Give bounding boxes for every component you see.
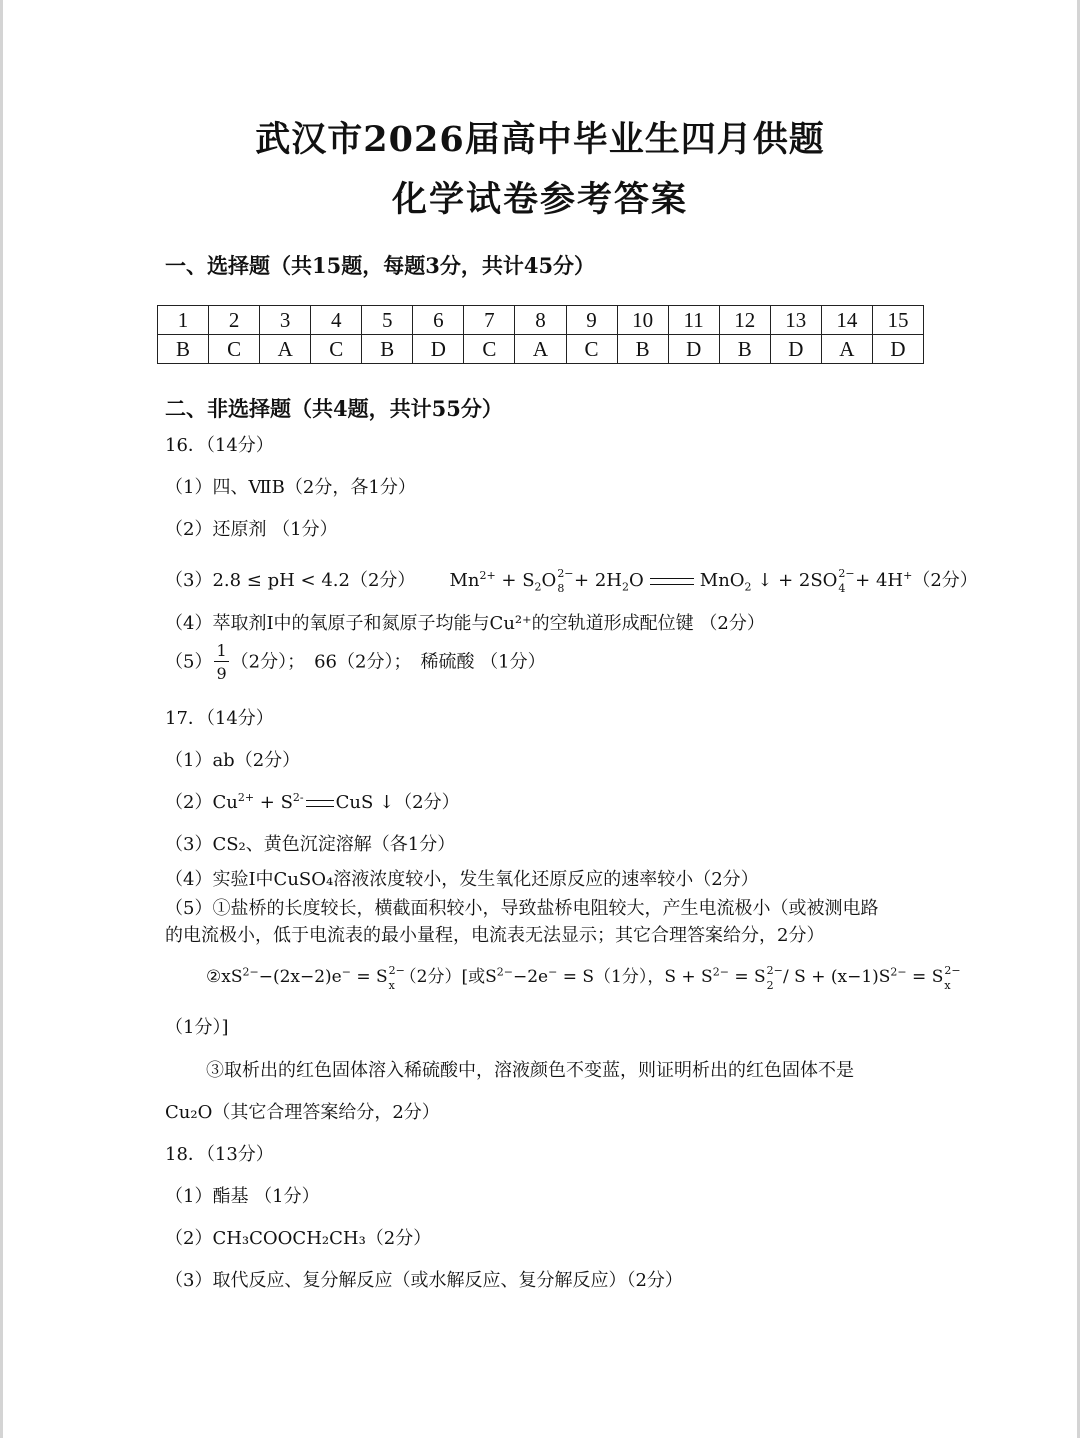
question-number-cell: 10 <box>617 306 668 335</box>
q17-answer-3: （3）CS₂、黄色沉淀溶解（各1分） <box>165 834 456 855</box>
question-number-cell: 9 <box>566 306 617 335</box>
q17-answer-1: （1）ab（2分） <box>165 750 301 771</box>
section1-heading: 一、选择题（共15题，每题3分，共计45分） <box>165 253 596 278</box>
answer-cell: A <box>515 335 566 364</box>
answer-cell: A <box>260 335 311 364</box>
q17-answer-5-line2: 的电流极小，低于电流表的最小量程，电流表无法显示；其它合理答案给分，2分） <box>165 925 825 946</box>
answer-cell: C <box>311 335 362 364</box>
sulfate-charge: 2− 4 <box>838 567 855 595</box>
question-number-cell: 6 <box>413 306 464 335</box>
answer-table-answer-row <box>158 335 924 364</box>
q18-answer-3: （3）取代反应、复分解反应（或水解反应、复分解反应）（2分） <box>165 1270 683 1291</box>
q18-answer-1: （1）酯基 （1分） <box>165 1186 320 1207</box>
page-subtitle: 化学试卷参考答案 <box>391 179 688 220</box>
q16-answer-2: （2）还原剂 （1分） <box>165 519 338 540</box>
q16-answer-3: （3）2.8 ≤ pH < 4.2（2分） $Mn^{2+} + S_2O$ 2− 8 + $2H_2O$ MnO$_2$ ↓ + 2SO 2− 4 + 4H+（2分） <box>165 567 978 595</box>
q17-answer-5-2-tail: （1分）] <box>165 1017 229 1038</box>
question-number-cell: 13 <box>770 306 821 335</box>
q16-header: 16．（14分） <box>165 435 274 456</box>
answer-cell: B <box>158 335 209 364</box>
page-title: 武汉市2026届高中毕业生四月供题 <box>255 119 825 160</box>
q17-answer-5-line1: （5）①盐桥的长度较长，横截面积较小，导致盐桥电阻较大，产生电流极小（或被测电路 <box>165 898 879 919</box>
q17-answer-5-2: $②xS^{2-}-(2x-2)e^- = S$ 2− x （2分）[或$S^{2-}-2e^- = S(1$分），$S + S^{2-} = S$ 2− 2 / $S + (x-1)S^{2-} = S$ 2− x <box>206 963 961 992</box>
q16-a3-condition: （3）2.8 ≤ pH < 4.2（2分） <box>165 570 416 591</box>
equals-arrow <box>650 578 694 585</box>
answer-table <box>157 305 924 364</box>
answer-cell: C <box>464 335 515 364</box>
answer-cell: D <box>668 335 719 364</box>
answer-cell: D <box>872 335 923 364</box>
answer-cell: B <box>617 335 668 364</box>
question-number-cell: 3 <box>260 306 311 335</box>
answer-cell: C <box>566 335 617 364</box>
q17-answer-2: $(2)Cu^{2+} + S^{2-}$ CuS ↓（2分） <box>165 791 460 813</box>
section2-heading: 二、非选择题（共4题，共计55分） <box>165 396 503 421</box>
question-number-cell: 4 <box>311 306 362 335</box>
q16-answer-5: （5） $\frac{1}{9}$ （2分）； 66（2分）； 稀硫酸 （1分） <box>165 641 546 683</box>
q17-answer-4: （4）实验Ⅰ中CuSO₄溶液浓度较小，发生氧化还原反应的速率较小（2分） <box>165 869 759 890</box>
answer-cell: A <box>821 335 872 364</box>
question-number-cell: 14 <box>821 306 872 335</box>
answer-cell: B <box>719 335 770 364</box>
question-number-cell: 2 <box>209 306 260 335</box>
persulfate-charge: 2− 8 <box>557 567 574 595</box>
q17-answer-5-3-line2: Cu₂O（其它合理答案给分，2分） <box>165 1102 440 1123</box>
question-number-cell: 8 <box>515 306 566 335</box>
q17-answer-5-3-line1: ③取析出的红色固体溶入稀硫酸中，溶液颜色不变蓝，则证明析出的红色固体不是 <box>206 1060 854 1081</box>
answer-cell: D <box>770 335 821 364</box>
question-number-cell: 7 <box>464 306 515 335</box>
question-number-cell: 15 <box>872 306 923 335</box>
answer-cell: C <box>209 335 260 364</box>
fraction-one-ninth: $\frac{1}{9}$ <box>216 641 227 683</box>
question-number-cell: 12 <box>719 306 770 335</box>
q16-answer-1: （1）四、ⅦB（2分，各1分） <box>165 477 416 498</box>
q18-header: 18．（13分） <box>165 1144 274 1165</box>
question-number-cell: 11 <box>668 306 719 335</box>
q17-header: 17．（14分） <box>165 708 274 729</box>
question-number-cell: 1 <box>158 306 209 335</box>
answer-cell: B <box>362 335 413 364</box>
q16-answer-4: （4）萃取剂Ⅰ中的氧原子和氮原子均能与Cu²⁺的空轨道形成配位键 （2分） <box>165 613 765 634</box>
answer-cell: D <box>413 335 464 364</box>
question-number-cell: 5 <box>362 306 413 335</box>
answer-table-number-row <box>158 306 924 335</box>
q18-answer-2: （2）CH₃COOCH₂CH₃（2分） <box>165 1228 432 1249</box>
equals-arrow <box>306 800 334 807</box>
